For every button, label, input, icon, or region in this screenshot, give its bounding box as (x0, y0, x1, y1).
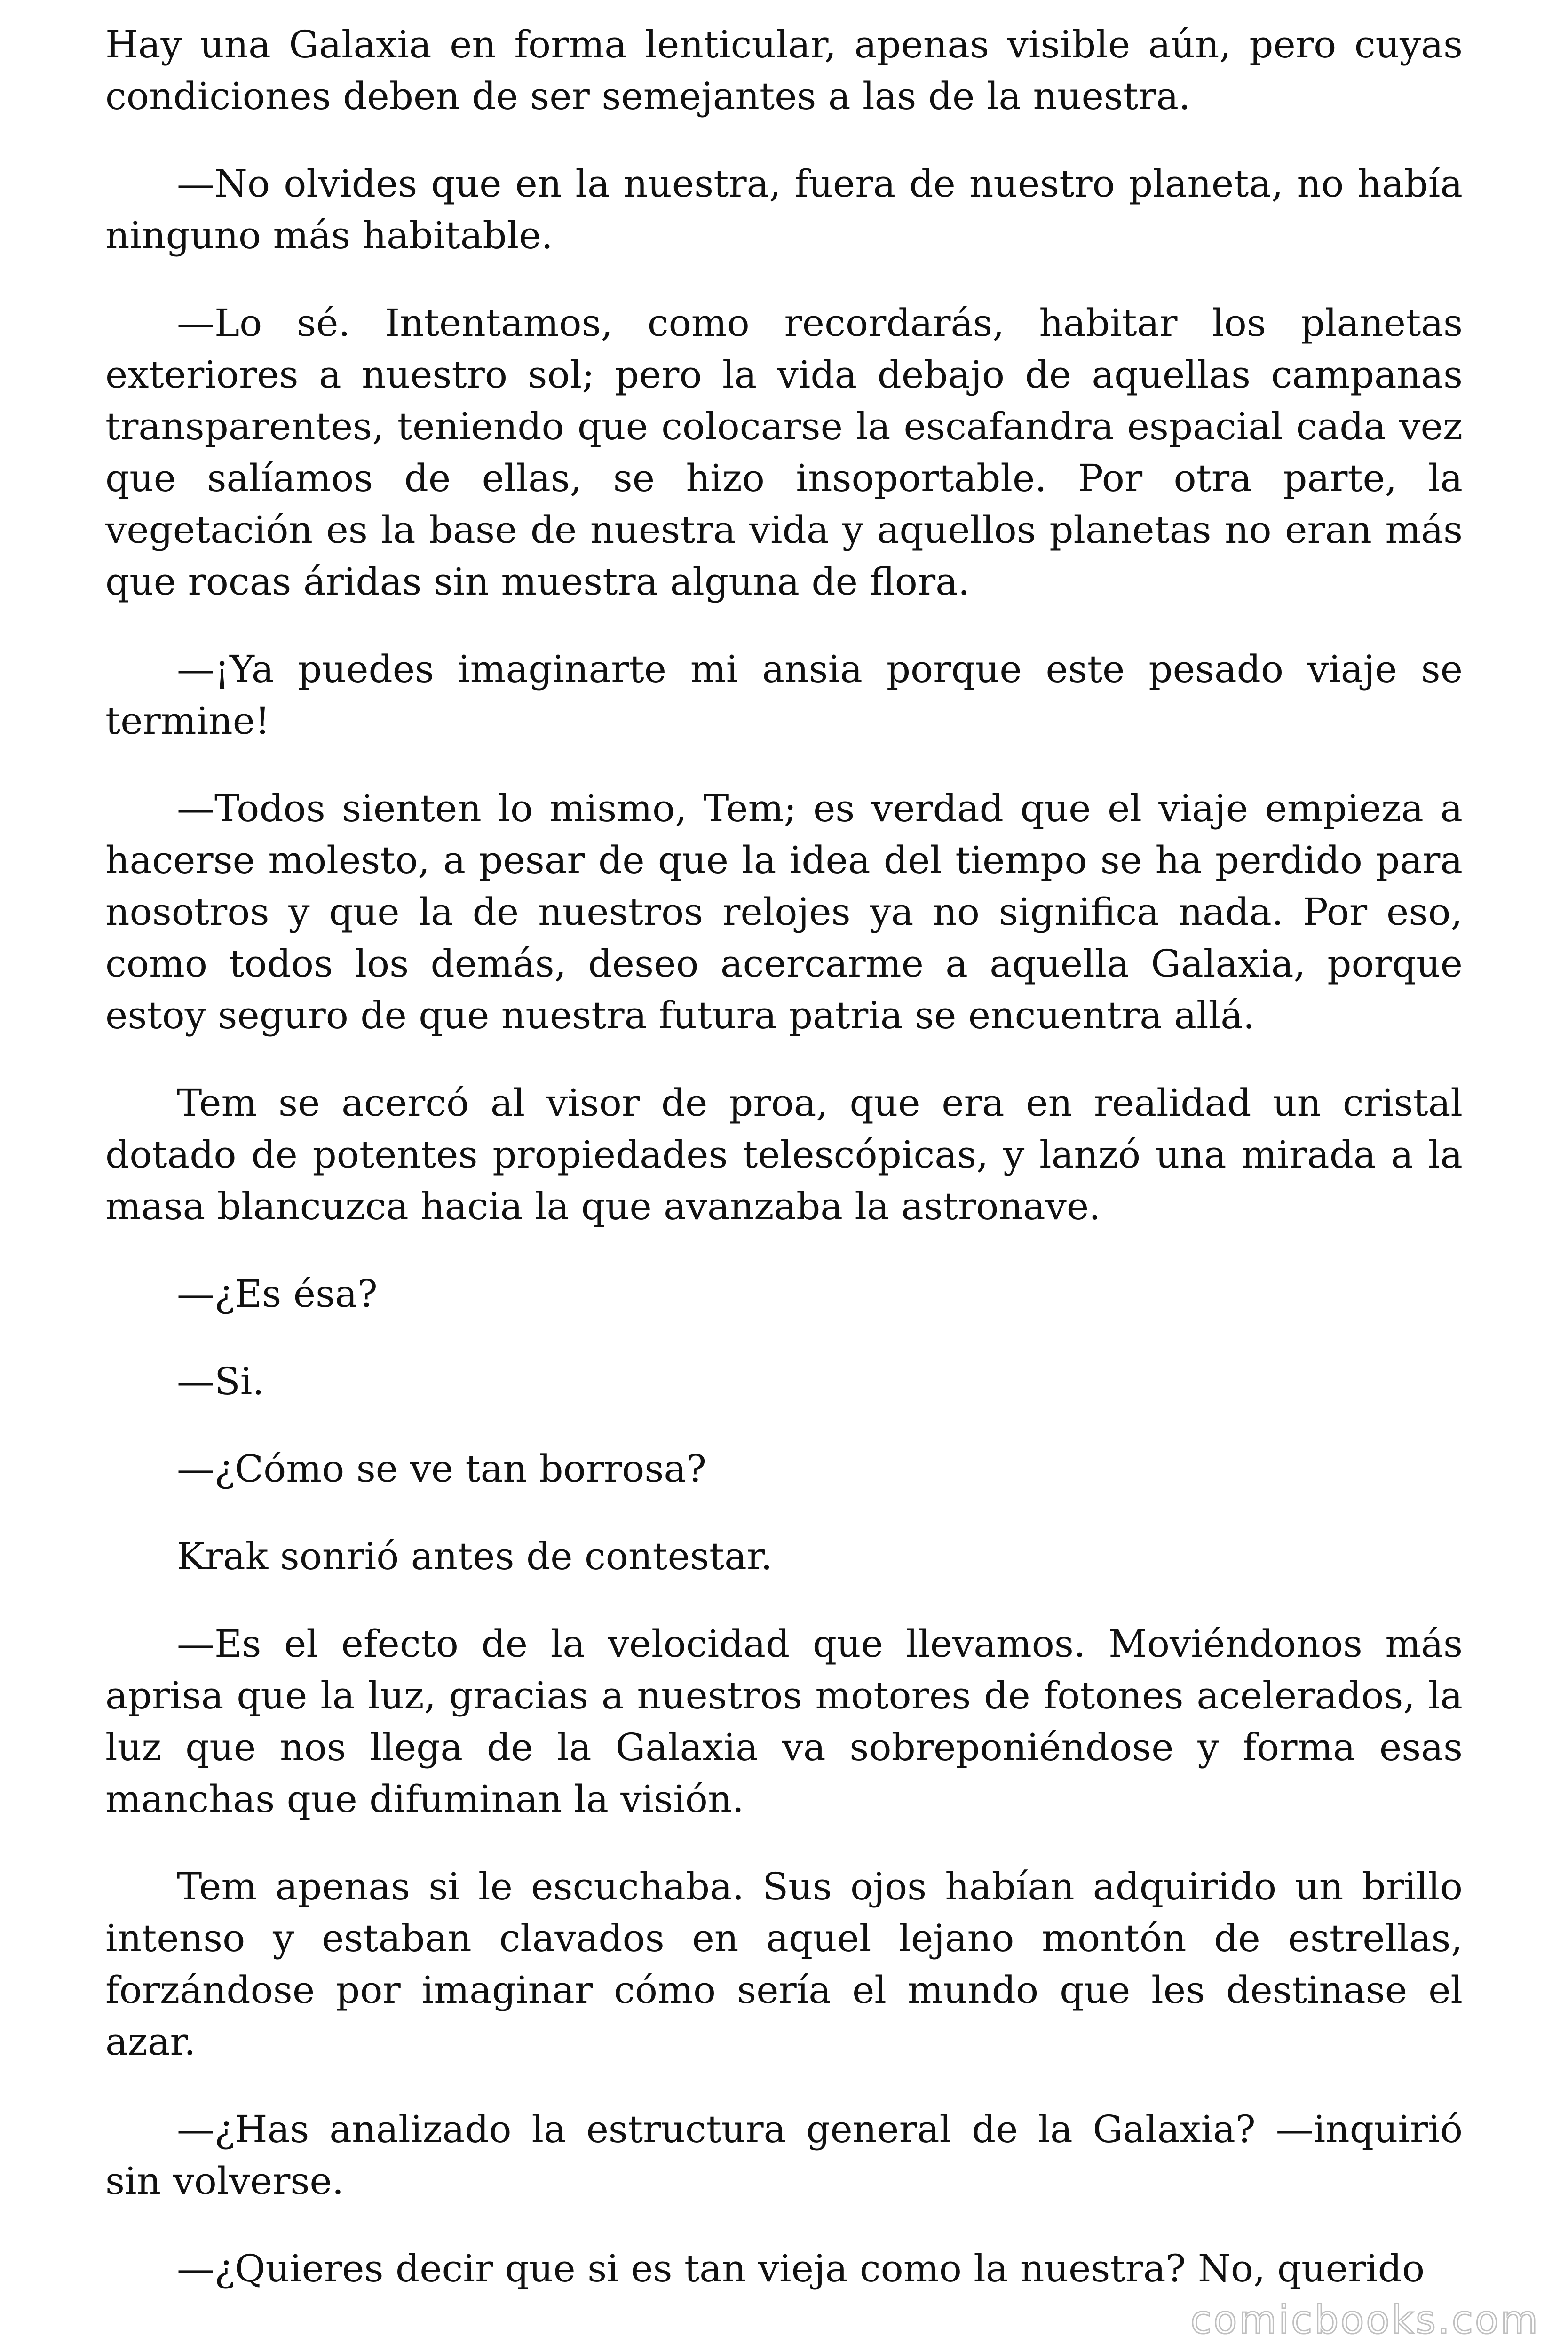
paragraph: —Lo sé. Intentamos, como recordarás, habitar los planetas exteriores a nuestro sol; pero la vida debajo de aquellas campanas transparentes, teniendo que colocarse la escafandra espacial cada vez que salíamos de ellas, se hizo insoportable. Por otra parte, la vegetación es la base de nuestra vida y aquellos planetas no eran más que rocas áridas sin muestra alguna de flora. (105, 301, 1463, 604)
paragraph: —No olvides que en la nuestra, fuera de nuestro planeta, no había ninguno más habitable. (105, 162, 1463, 257)
paragraph: —Si. (177, 1359, 264, 1403)
paragraph: —¡Ya puedes imaginarte mi ansia porque este pesado viaje se termine! (105, 647, 1463, 743)
paragraph: —¿Es ésa? (177, 1272, 378, 1316)
paragraph: —¿Quieres decir que si es tan vieja como la nuestra? No, querido (177, 2247, 1425, 2290)
paragraph: Krak sonrió antes de contestar. (177, 1534, 773, 1578)
paragraph: —Es el efecto de la velocidad que llevamos. Moviéndonos más aprisa que la luz, gracias a nuestros motores de fotones acelerados, la luz que nos llega de la Galaxia va sobreponiéndose y forma esas manchas que difuminan la visión. (105, 1622, 1463, 1821)
watermark: comicbooks.com (1190, 2298, 1540, 2343)
paragraph: Tem se acercó al visor de proa, que era en realidad un cristal dotado de potentes propiedades telescópicas, y lanzó una mirada a la masa blancuzca hacia la que avanzaba la astronave. (105, 1081, 1463, 1228)
book-page (105, 19, 1463, 2330)
paragraph: —Todos sienten lo mismo, Tem; es verdad que el viaje empieza a hacerse molesto, a pesar de que la idea del tiempo se ha perdido para nosotros y que la de nuestros relojes ya no significa nada. Por eso, como todos los demás, deseo acercarme a aquella Galaxia, porque estoy seguro de que nuestra futura patria se encuentra allá. (105, 787, 1463, 1037)
paragraph: —¿Has analizado la estructura general de la Galaxia? —inquirió sin volverse. (105, 2107, 1463, 2203)
paragraph: —¿Cómo se ve tan borrosa? (177, 1447, 706, 1491)
paragraph: Tem apenas si le escuchaba. Sus ojos habían adquirido un brillo intenso y estaban clavados en aquel lejano montón de estrellas, forzándose por imaginar cómo sería el mundo que les destinase el azar. (105, 1865, 1463, 2064)
paragraph: Hay una Galaxia en forma lenticular, apenas visible aún, pero cuyas condiciones deben de ser semejantes a las de la nuestra. (105, 23, 1463, 118)
